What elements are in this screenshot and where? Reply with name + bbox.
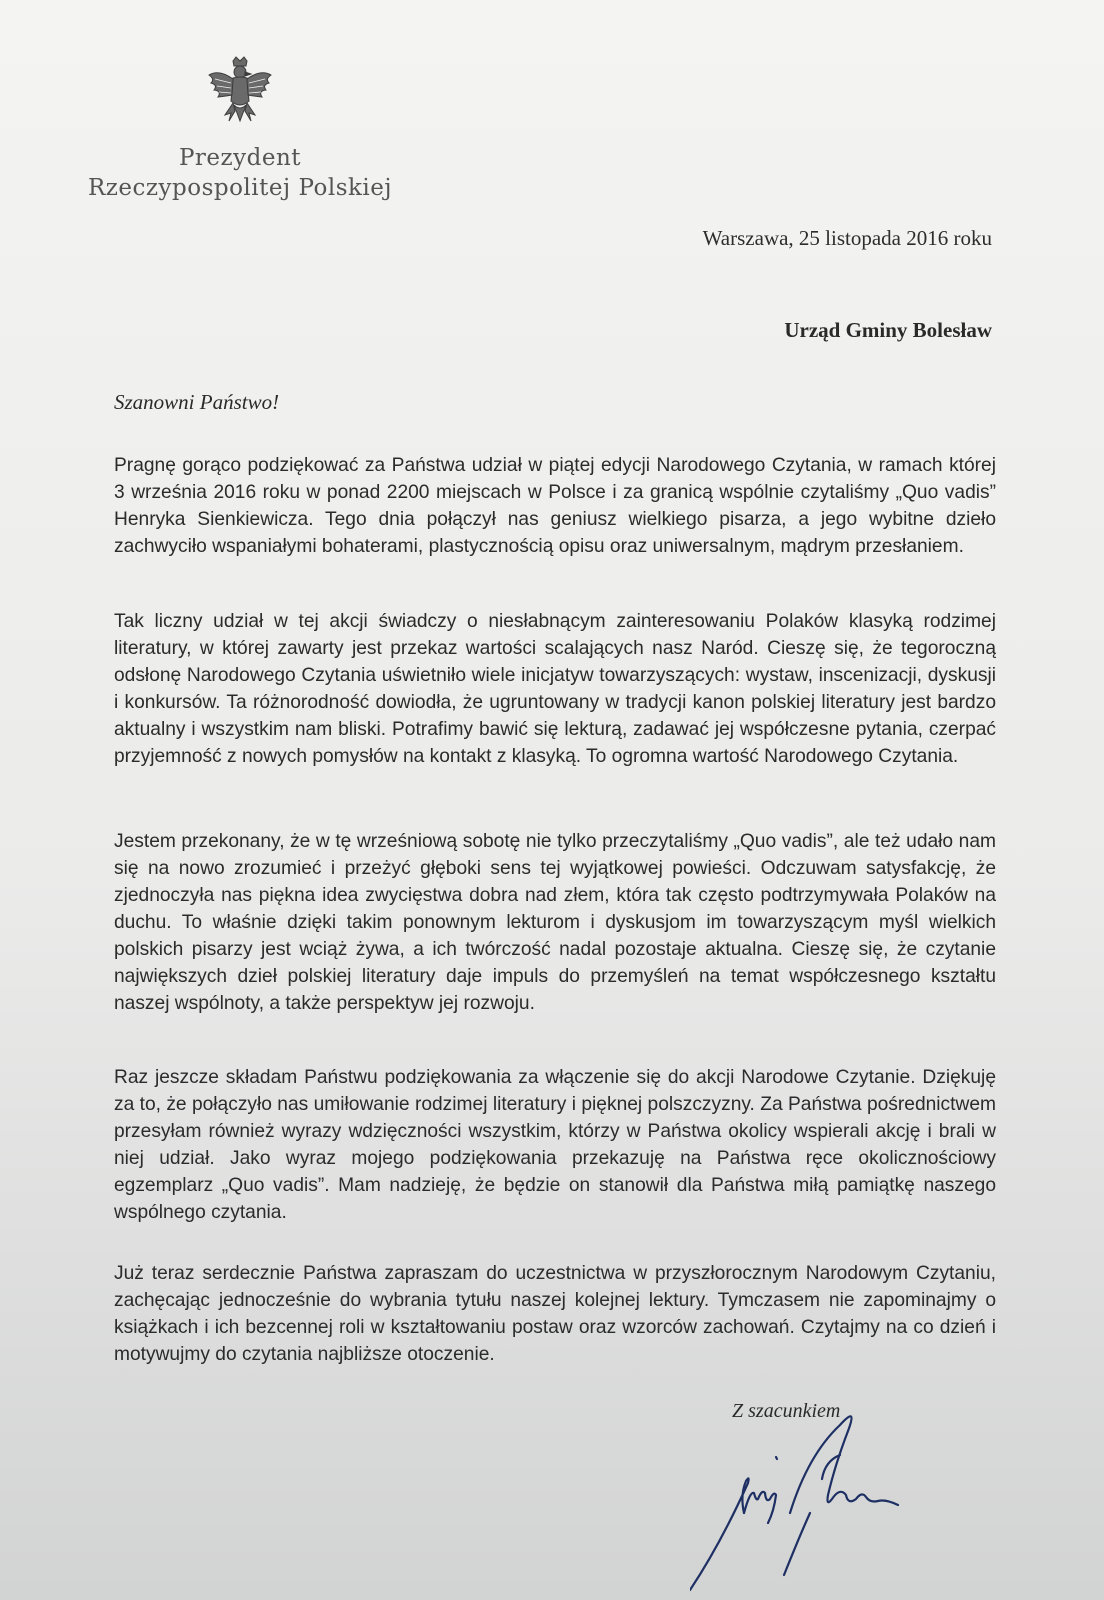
body-paragraph-3: Jestem przekonany, że w tę wrześniową sobotę nie tylko przeczytaliśmy „Quo vadis”, ale też udało nam się na nowo zrozumieć i przeżyć głęboki sens tej wyjątkowej powieści. Odczuwam satysfakcję, że zjednoczyła nas piękna idea zwycięstwa dobra nad złem, która tak często podtrzymywała Polaków na duchu. To właśnie dzięki takim ponownym lekturom i dyskusjom im towarzyszącym myśl wielkich polskich pisarzy jest wciąż żywa, a ich twórczość nadal pozostaje aktualna. Cieszę się, że czytanie największych dzieł polskiej literatury daje impuls do przemyśleń na temat współczesnego kształtu naszej wspólnoty, a także perspektyw jej rozwoju. [114,831,996,1014]
salutation: Szanowni Państwo! [114,390,280,414]
body-paragraph-5: Już teraz serdecznie Państwa zapraszam do uczestnictwa w przyszłorocznym Narodowym Czytaniu, zachęcając jednocześnie do wybrania tytułu naszej kolejnej lektury. Tymczasem nie zapominajmy o książkach i ich bezcennej roli w kształtowaniu postaw oraz wzorców zachowań. Czytajmy na co dzień i motywujmy do czytania najbliższe otoczenie. [114,1263,996,1365]
letter-date: Warszawa, 25 listopada 2016 roku [702,226,992,250]
closing-phrase: Z szacunkiem [732,1400,841,1422]
body-paragraph-1: Pragnę gorąco podziękować za Państwa udział w piątej edycji Narodowego Czytania, w ramach której 3 września 2016 roku w ponad 2200 miejscach w Polsce i za granicą wspólnie czytaliśmy „Quo vadis” Henryka Sienkiewicza. Tego dnia połączył nas geniusz wielkiego pisarza, a jego wybitne dzieło zachwyciło wspaniałymi bohaterami, plastycznością opisu oraz uniwersalnym, mądrym przesłaniem. [114,455,996,557]
body-paragraph-4: Raz jeszcze składam Państwu podziękowania za włączenie się do akcji Narodowe Czytanie. Dziękuję za to, że połączyło nas umiłowanie rodzimej literatury i pięknej polszczyzny. Za Państwa pośrednictwem przesyłam również wyrazy wdzięczności wszystkim, którzy w Państwa okolicy wspierali akcję i brali w niej udział. Jako wyraz mojego podziękowania przekazuję na Państwa ręce okolicznościowy egzemplarz „Quo vadis”. Mam nadzieję, że będzie on stanowił dla Państwa miłą pamiątkę naszego wspólnego czytania. [114,1067,996,1223]
handwritten-signature [690,1395,950,1595]
recipient: Urząd Gminy Bolesław [784,318,992,342]
body-paragraph-2: Tak liczny udział w tej akcji świadczy o niesłabnącym zainteresowaniu Polaków klasyką rodzimej literatury, w której zawarty jest przekaz wartości scalających nasz Naród. Cieszę się, że tegoroczną odsłonę Narodowego Czytania uświetniło wiele inicjatyw towarzyszących: wystaw, inscenizacji, dyskusji i konkursów. Ta różnorodność dowiodła, że ugruntowany w tradycji kanon polskiej literatury jest bardzo aktualny i wszystkim nam bliski. Potrafimy bawić się lekturą, zadawać jej współczesne pytania, czerpać przyjemność z nowych pomysłów na kontakt z klasyką. To ogromna wartość Narodowego Czytania. [114,611,996,767]
polish-eagle-emblem-icon [205,55,275,131]
letterhead-title: Prezydent [178,145,302,171]
letterhead-subtitle: Rzeczypospolitej Polskiej [87,175,393,201]
letterhead [80,55,400,203]
